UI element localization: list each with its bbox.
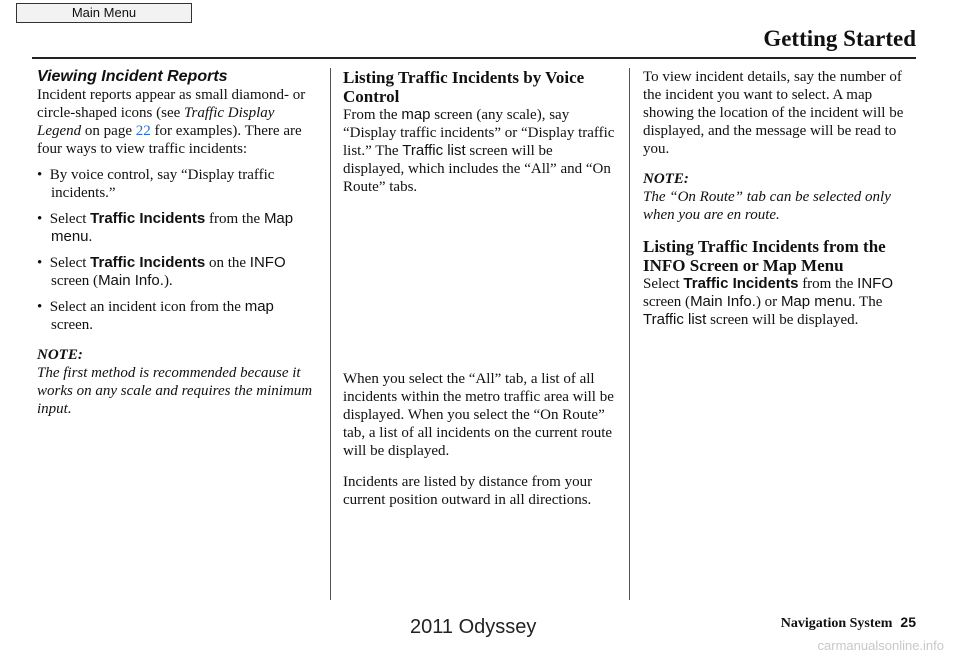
ui-label: Traffic list	[402, 142, 466, 159]
para-text: screen will be displayed, which includes the “All” and “On Route” tabs.	[343, 143, 611, 195]
intro-paragraph	[37, 86, 315, 158]
ui-label: map	[244, 298, 274, 315]
para-text: From the	[343, 107, 402, 123]
note-text: The first method is recommended because it works on any scale and requires the minimum input.	[37, 365, 313, 417]
column-divider	[330, 68, 331, 600]
intro-text: for examples). There are four ways to view traffic incidents:	[37, 123, 302, 157]
footer-title: Navigation System	[780, 616, 893, 631]
bullet-icon: • Select an incident icon from the map screen.	[37, 298, 274, 333]
watermark: carmanualsonline.info	[817, 638, 944, 653]
para-text: . The	[851, 294, 883, 310]
paragraph-distance: Incidents are listed by distance from your current position outward in all directions.	[343, 474, 593, 508]
note-text: The “On Route” tab can be selected only when you are en route.	[643, 189, 891, 223]
model-label: 2011 Odyssey	[410, 616, 537, 638]
heading-viewing-incident-reports: Viewing Incident Reports	[37, 68, 228, 85]
para-text: screen (	[643, 294, 691, 310]
para-text: screen will be displayed.	[706, 312, 859, 328]
main-menu-button[interactable]: Main Menu	[16, 3, 192, 23]
note-heading: NOTE:	[643, 171, 689, 187]
bullet-text: on the	[205, 255, 250, 271]
para-text: screen (any scale), say “Display traffic incidents” or “Display traffic list.” The	[343, 107, 615, 159]
ui-label: INFO	[857, 275, 894, 292]
bullet-info-screen: • Select Traffic Incidents on the INFO screen (Main Info.).	[37, 254, 286, 289]
bullet-text: from the	[205, 211, 264, 227]
bullet-text: Select	[49, 211, 91, 227]
ui-label: Main Info.	[690, 293, 756, 310]
note-heading: NOTE:	[37, 347, 83, 363]
ui-label: Traffic Incidents	[90, 254, 206, 271]
bullet-text: ).	[163, 273, 173, 289]
ui-label: map	[401, 106, 431, 123]
para-text: from the	[798, 276, 858, 292]
paragraph	[343, 106, 615, 196]
bullet-text: screen.	[51, 317, 94, 333]
paragraph: To view incident details, say the number of the incident you want to select. A map showing the location of the incident will be displayed, and the message will be read to you.	[643, 69, 904, 157]
ui-label: Map menu	[51, 210, 294, 245]
bullet-text: Select an incident icon from the	[49, 299, 245, 315]
page-link[interactable]: 22	[135, 123, 151, 139]
bullet-voice: • By voice control, say “Display traffic incidents.”	[37, 167, 275, 201]
heading-info-screen: Listing Traffic Incidents from the INFO Screen or Map Menu	[643, 237, 886, 275]
intro-text: Incident reports appear as small diamond- or circle-shaped icons (see	[37, 87, 306, 121]
legend-reference: Traffic Display Legend	[37, 105, 275, 139]
para-text: ) or	[755, 294, 781, 310]
bullet-text: By voice control, say “Display traffic incidents.”	[49, 167, 275, 201]
column-3	[643, 68, 918, 329]
ui-label: Traffic Incidents	[683, 275, 799, 292]
page-number: 25	[900, 614, 916, 630]
column-1	[37, 68, 315, 418]
section-title: Getting Started	[763, 26, 916, 51]
ui-label: Traffic Incidents	[90, 210, 206, 227]
column-2	[343, 68, 615, 508]
column-divider	[629, 68, 630, 600]
para-text: Select	[643, 276, 684, 292]
ui-label: Map menu	[780, 293, 852, 310]
paragraph	[643, 275, 918, 329]
bullet-text: screen (	[51, 273, 99, 289]
heading-voice-control: Listing Traffic Incidents by Voice Control	[343, 68, 585, 106]
header-rule	[32, 57, 916, 59]
bullet-text: Select	[49, 255, 91, 271]
intro-text: on page	[81, 123, 136, 139]
footer-navigation	[781, 614, 916, 632]
ui-label: Main Info.	[98, 272, 164, 289]
ui-label: INFO	[249, 254, 286, 271]
bullet-map-menu: • Select Traffic Incidents from the Map menu.	[37, 210, 294, 245]
ui-label: Traffic list	[643, 311, 707, 328]
paragraph-all-tab: When you select the “All” tab, a list of all incidents within the metro traffic area will be displayed. When you select the “On Route” tab, a list of all incidents on the current route will be displayed.	[343, 371, 614, 459]
bullet-text: .	[88, 229, 93, 245]
